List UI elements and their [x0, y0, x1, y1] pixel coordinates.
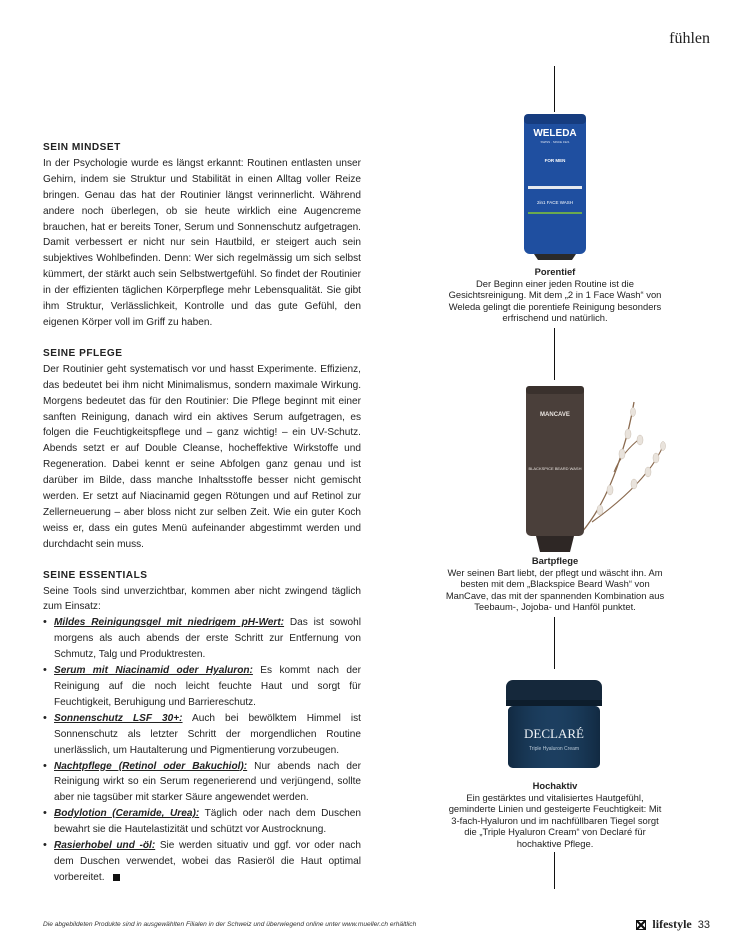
essentials-item-text: Auch bei bewölktem Himmel ist Sonnenschutz als letzter Schritt der morgendlichen Routine unerlässlich, um Hautalterung und Pigmentierung vorzubeugen.	[54, 712, 361, 756]
divider-line	[554, 66, 555, 112]
declare-name: Triple Hyaluron Cream	[528, 746, 580, 752]
essentials-item-text: Täglich oder nach dem Duschen bewahrt sie die Hautelastizität und schützt vor Austrocknung.	[54, 808, 361, 836]
caption-title: Porentief	[534, 266, 576, 277]
caption-text: Der Beginn einer jeden Routine ist die Gesichtsreinigung. Mit dem „2 in 1 Face Wash“ von Weleda gelingt die porentiefe Reinigung besonders erfrischend und natürlich.	[448, 277, 662, 324]
essentials-item-text: Das ist sowohl morgens als auch abends der erste Schritt zur Entfernung von Schmutz, Talg und Produktresten.	[54, 617, 361, 661]
divider-line	[554, 617, 555, 669]
declare-brand-text: DECLARÉ	[524, 726, 584, 741]
essentials-list	[43, 615, 361, 885]
article-body	[43, 140, 361, 901]
text-mindset: In der Psychologie wurde es längst erkannt: Routinen entlasten unser Gehirn, indem sie Struktur und Stabilität in einen Alltag voller Reize bringen. Genau das hat der Routinier längst verinnerlicht. Während andere noch überlegen, ob sie heute wirklich eine Augencreme brauchen, hat er bereits Toner, Serum und Sonnenschutz aufgetragen. Damit verbessert er nicht nur sein Hautbild, er steigert auch sein subjektives Wohlbefinden. Denn: Wer sich regelmässig um sich selbst kümmert, der stärkt auch sein Selbstwertgefühl. So findet der Routinier in der effizienten täglichen Körperpflege mehr Lebensqualität. Sie gibt ihm Struktur, Verlässlichkeit, Kontrolle und das gute Gefühl, den eigenen Körper voll im Griff zu haben.	[43, 157, 361, 328]
product-image-mancave	[522, 382, 672, 560]
essentials-item-term: Mildes Reinigungsgel mit niedrigem pH-Wert:	[54, 617, 285, 629]
weleda-line: FOR MEN	[544, 158, 566, 163]
essentials-item-term: Sonnenschutz LSF 30+:	[54, 712, 183, 724]
mancave-brand-text: MANCAVE	[540, 412, 570, 418]
caption-text: Ein gestärktes und vitalisiertes Hautgefühl, geminderte Linien und gesteigerte Feuchtigkeit: Mit 3-fach-Hyaluron und im nachfüllbaren Tiegel sorgt die „Triple Hyaluron Cream“ von Declaré für hochaktive Pflege.	[448, 791, 662, 849]
essentials-item-term: Rasierhobel und -öl:	[54, 840, 156, 852]
footer-note: Die abgebildeten Produkte sind in ausgewählten Filialen in der Schweiz und überwiegend online unter www.mueller.ch erhältlich	[43, 921, 417, 928]
caption-title: Bartpflege	[531, 555, 579, 566]
essentials-item-term: Bodylotion (Ceramide, Urea):	[54, 808, 200, 820]
mancave-name: BLACKSPICE BEARD WASH	[528, 466, 582, 471]
divider-line	[554, 852, 555, 889]
heading-pflege: SEINE PFLEGE	[43, 347, 123, 359]
product-image-weleda	[516, 112, 594, 262]
weleda-name: 2in1 FACE WASH	[536, 200, 574, 205]
text-essentials-intro: Seine Tools sind unverzichtbar, kommen aber nicht zwingend täglich zum Einsatz:	[43, 585, 361, 613]
caption-text: Wer seinen Bart liebt, der pflegt und wäscht ihn. Am besten mit dem „Blackspice Beard Wash“ von ManCave, das mit der spannenden Kombination aus Teebaum-, Jojoba- und Hanföl punktet.	[445, 566, 665, 613]
caption-title: Hochaktiv	[532, 780, 578, 791]
brand-name: lifestyle	[652, 917, 692, 931]
section-essentials	[43, 568, 361, 886]
page-number: 33	[697, 918, 710, 931]
essentials-item	[43, 615, 361, 663]
essentials-item	[43, 711, 361, 759]
essentials-item-text: Sie werden situativ und ggf. vor oder nach dem Duschen verwendet, wobei das Rasieröl die Haut optimal vorbereitet.	[54, 840, 361, 883]
section-mindset	[43, 140, 361, 331]
caption-porentief	[445, 266, 665, 324]
section-pflege	[43, 346, 361, 553]
section-tag: fühlen	[669, 30, 710, 47]
essentials-item	[43, 759, 361, 807]
heading-mindset: SEIN MINDSET	[43, 142, 121, 153]
caption-hochaktiv	[445, 780, 665, 850]
essentials-item	[43, 838, 361, 886]
text-pflege: Der Routinier geht systematisch vor und hasst Experimente. Effizienz, das bedeutet bei ihm nicht Minimalismus, sondern maximale Wirkung. Morgens bedeutet das für den Routinier: Die Pflege beginnt mit einer sanften Reinigung, danach wird ein aktives Serum aufgetragen, es folgen die Feuchtigkeitspflege und – ganz wichtig! – ein UV-Schutz. Abends setzt er auf Double Cleanse, hocheffektive Wirkstoffe und Regeneration. Dabei kennt er seine Abfolgen ganz genau und ist darüber im Bilde, dass manche Inhaltsstoffe besser nicht gemischt werden. Er setzt auf Niacinamid gegen Rötungen und auf Retinol zur Zellerneuerung – aber bloss nicht zur selben Zeit. Wie ein guter Koch weiss er, dass ein gutes Menü aufeinander abgestimmt werden und durchdacht sein muss.	[43, 363, 361, 550]
weleda-brand-sub: SWISS · SINCE 1921	[540, 140, 570, 144]
end-mark	[113, 874, 120, 881]
caption-bartpflege	[445, 555, 665, 613]
footer-brand	[636, 917, 710, 932]
essentials-item-text: Nur abends nach der Reinigung wirkt so ein Serum regenerierend und verjüngend, sollte aber nie tagsüber mit starker Säure angewendet werden.	[54, 760, 361, 804]
brand-logo-icon	[636, 920, 646, 930]
essentials-item-term: Nachtpflege (Retinol oder Bakuchiol):	[54, 760, 248, 772]
divider-line	[554, 328, 555, 380]
essentials-item-text: Es kommt nach der Reinigung auf die noch leicht feuchte Haut und sorgt für Feuchtigkeit, Beruhigung und Barriereschutz.	[54, 665, 361, 708]
heading-essentials: SEINE ESSENTIALS	[43, 569, 148, 581]
product-image-declare	[502, 678, 606, 772]
essentials-item	[43, 663, 361, 711]
weleda-brand-text: WELEDA	[533, 128, 577, 139]
essentials-item-term: Serum mit Niacinamid oder Hyaluron:	[54, 665, 253, 677]
essentials-item	[43, 806, 361, 838]
